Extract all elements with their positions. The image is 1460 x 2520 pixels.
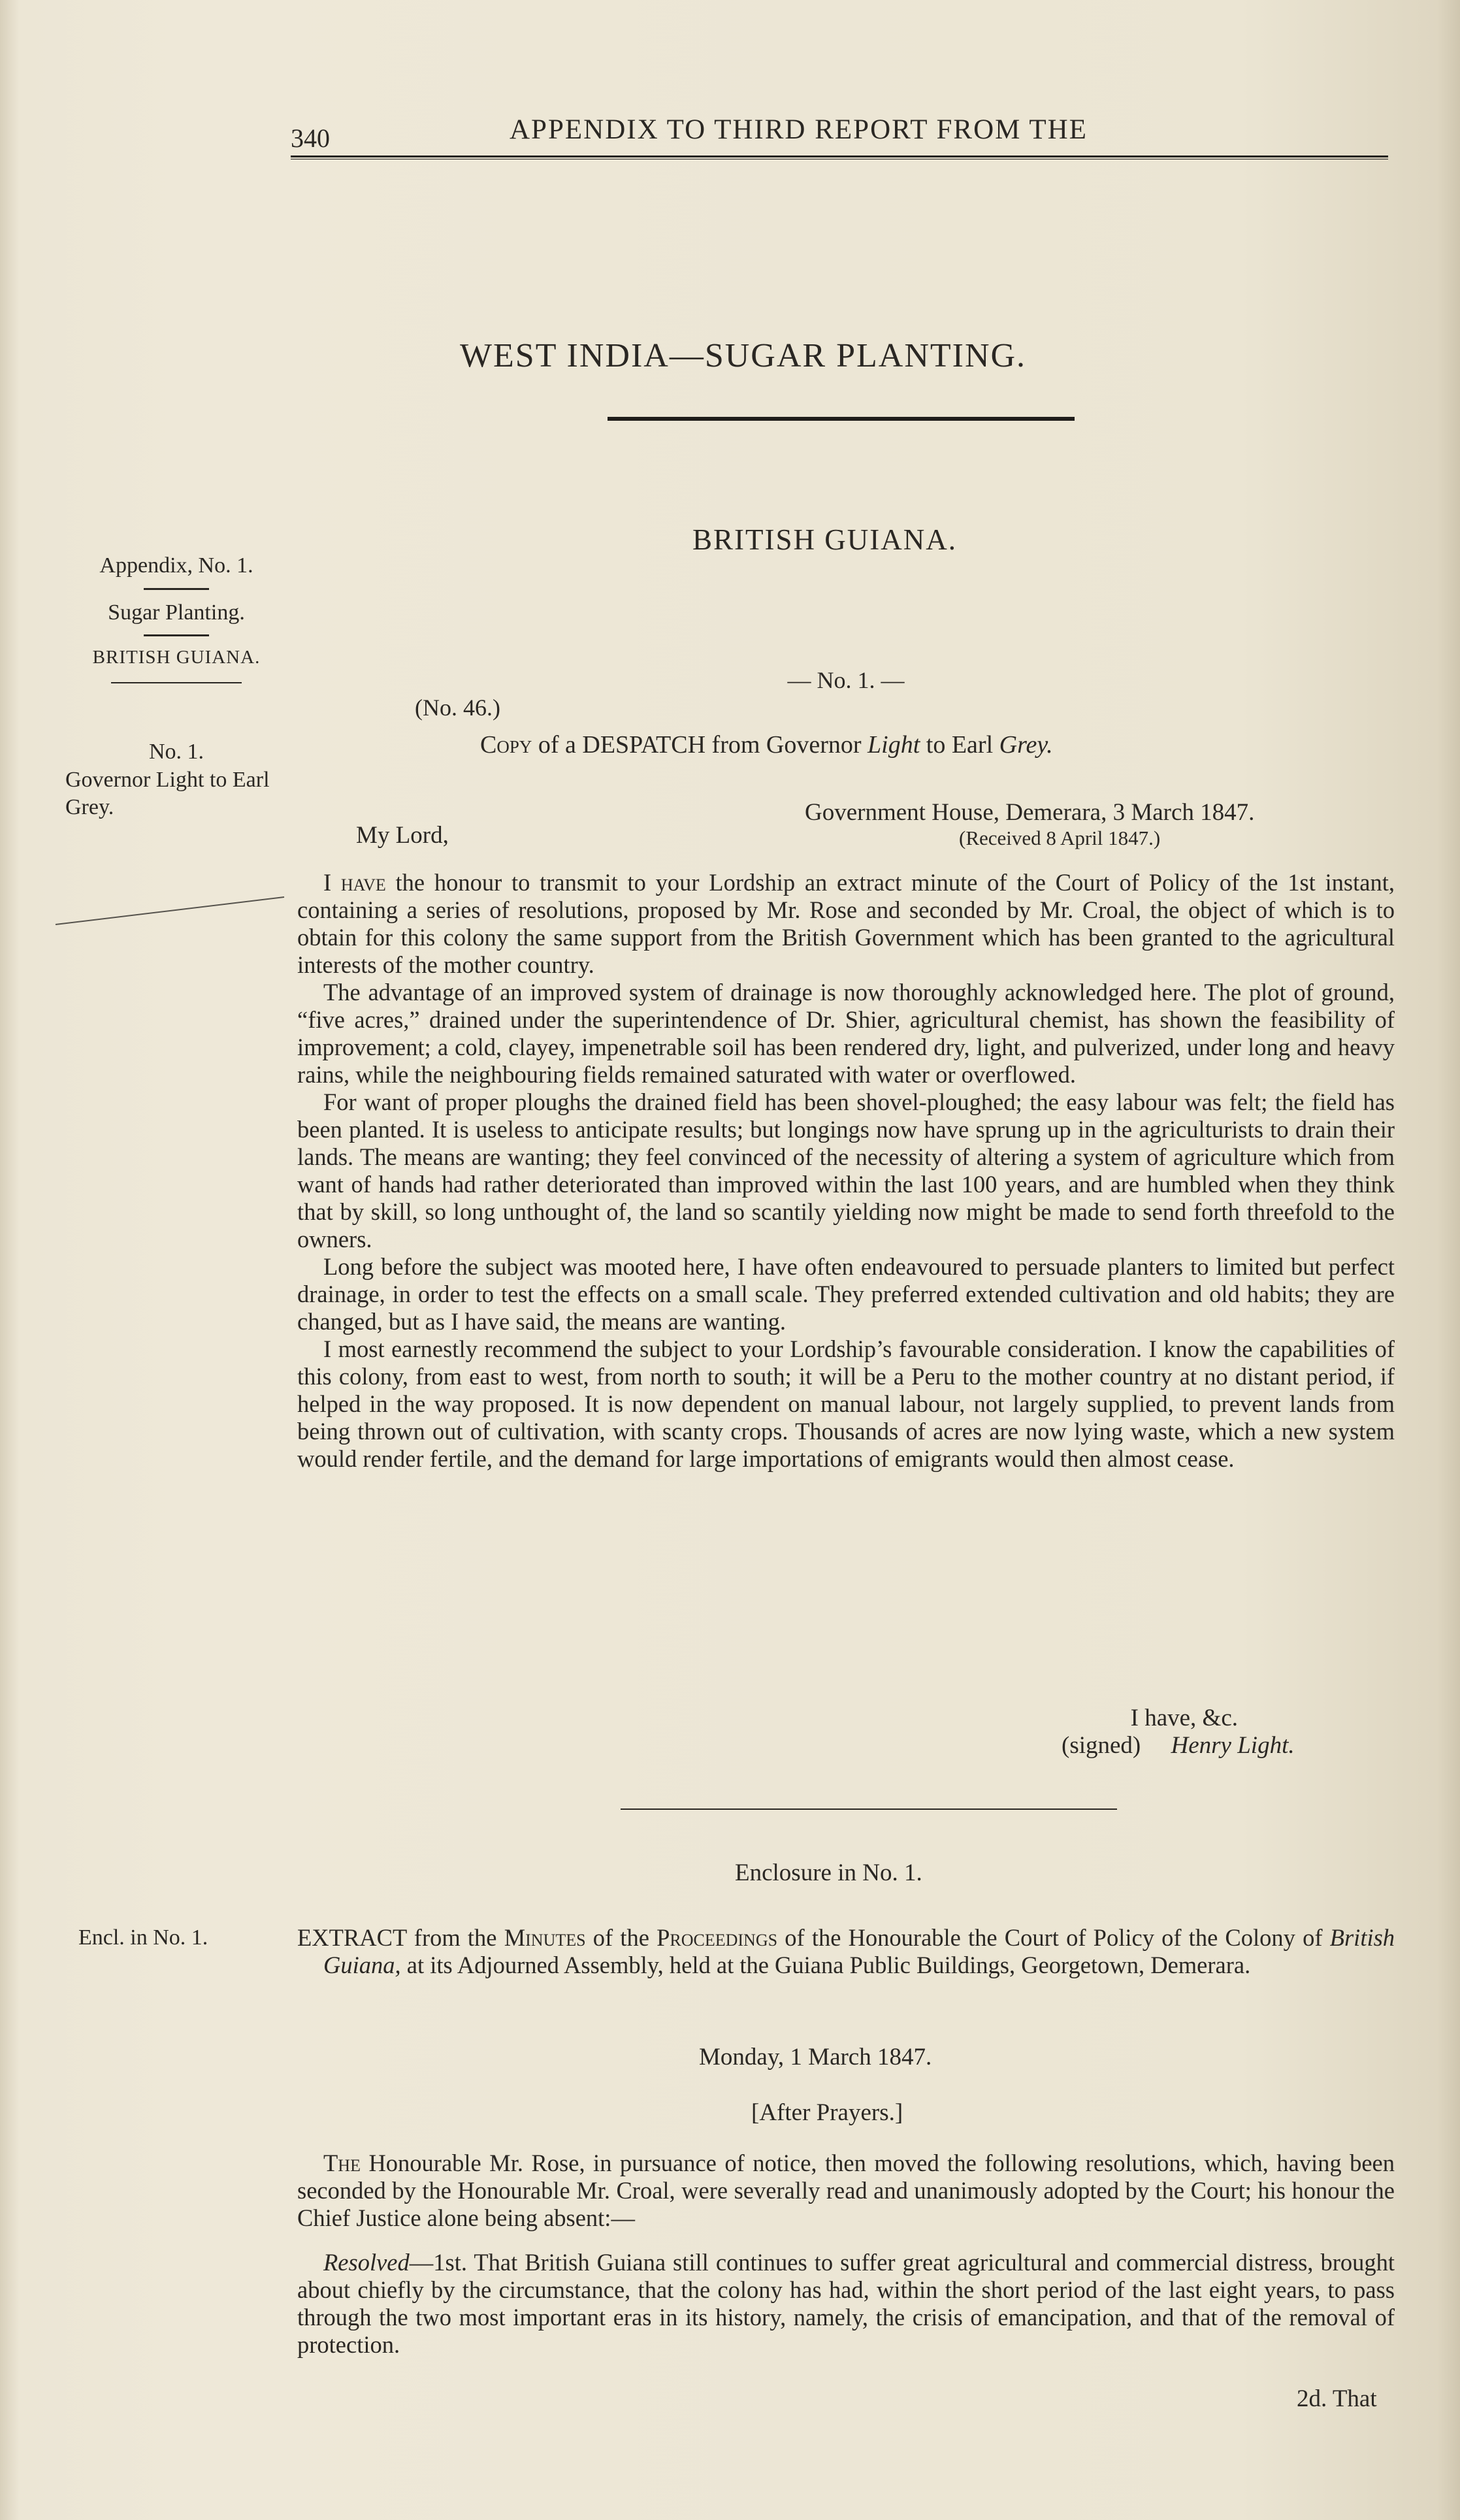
despatch-ref: (No. 46.)	[415, 695, 500, 721]
extract-bg: British Guiana,	[323, 1924, 1395, 1978]
paragraph-text: the honour to transmit to your Lordship an extract minute of the Court of Policy of the 1st instant, containing a series of resolutions, proposed by Mr. Rose and seconded by Mr. Croal, the object of which is to obtain for this colony the same support from the British Government which has been granted to the agricultural interests of the mother country.	[297, 869, 1395, 978]
place-date: Government House, Demerara, 3 March 1847.	[805, 799, 1255, 826]
margin-no1: No. 1.	[148, 740, 204, 764]
paragraph: For want of proper ploughs the drained field has been shovel-ploughed; the easy labour was felt; the field has been planted. It is useless to anticipate results; but longings now have sprung up in the agriculturists to drain their lands. The means are wanting; they feel convinced of the necessity of altering a system of agriculture which from want of hands had rather deteriorated than improved within the last 100 years, and are humbled when they think that by skill, so long unthought of, the land so scantily yielding now might be made to send forth threefold to the owners.	[297, 1088, 1395, 1252]
margin-governor: Governor Light to Earl Grey.	[65, 767, 270, 819]
extract-b: of the Honourable the Court of Policy of the Colony of	[785, 1924, 1323, 1951]
paragraph: I most earnestly recommend the subject to your Lordship’s favourable consideration. I know the capabilities of this colony, from east to west, from north to south; it will be a Peru to the mother country at no distant period, if helped in the way proposed. It is now dependent on manual labour, not largely supplied, to prevent lands from being thrown out of cultivation, with scanty crops. Thousands of acres are now lying waste, which a new system would render fertile, and the demand for large importations of emigrants would then almost cease.	[297, 1335, 1395, 1472]
assembly-date: Monday, 1 March 1847.	[699, 2044, 932, 2070]
received-date: (Received 8 April 1847.)	[959, 826, 1161, 849]
page-number: 340	[291, 123, 330, 153]
paragraph: Long before the subject was mooted here, I have often endeavoured to persuade planters to limited but perfect drainage, in order to test the effects on a small scale. They preferred extended cultivation and old habits; they are changed, but as I have said, the means are wanting.	[297, 1253, 1395, 1335]
margin-guiana: BRITISH GUIANA.	[92, 647, 261, 668]
enclosure-heading: Enclosure in No. 1.	[735, 1859, 922, 1886]
resolved-word: Resolved	[323, 2249, 410, 2276]
resolution-text: —1st. That British Guiana still continues to suffer great agricultural and commercial distress, brought about chiefly by the circumstance, that the colony has had, within the short period of the last eight years, to pass through the two most important eras in its history, namely, the crisis of emancipation, and that of the removal of protection.	[297, 2249, 1395, 2358]
extract-proceedings: Proceedings	[657, 1924, 778, 1951]
lead-words: I have	[323, 869, 386, 896]
copy-word: Copy	[480, 731, 532, 759]
margin-note-appendix	[46, 552, 307, 683]
page-title: WEST INDIA—SUGAR PLANTING.	[459, 337, 1027, 374]
signature-block	[1062, 1731, 1295, 1759]
margin-encl: Encl. in No. 1.	[78, 1925, 208, 1950]
section-subtitle: BRITISH GUIANA.	[692, 523, 957, 556]
paragraph: The advantage of an improved system of drainage is now thoroughly acknowledged here. The plot of ground, “five acres,” drained under the superintendence of Dr. Shier, agricultural chemist, has shown the feasibility of improvement; a cold, clayey, impenetrable soil has been rendered dry, light, and pulverized, under long and heavy rains, while the neighbouring fields remained saturated with water or overflowed.	[297, 979, 1395, 1088]
lead-words: The	[323, 2150, 361, 2176]
title-rule	[608, 417, 1075, 421]
extract-of-the: of the	[592, 1924, 649, 1951]
margin-appendix: Appendix, No. 1.	[99, 553, 253, 578]
despatch-number: — No. 1. —	[787, 667, 905, 693]
margin-rule	[144, 634, 209, 636]
salutation: My Lord,	[356, 822, 449, 849]
running-title: APPENDIX TO THIRD REPORT FROM THE	[510, 114, 1088, 145]
pencil-mark	[52, 892, 287, 931]
heading-light: Light	[868, 731, 920, 759]
heading-mid: of a DESPATCH from Governor	[538, 731, 862, 759]
paragraph-text: Honourable Mr. Rose, in pursuance of notice, then moved the following resolutions, which, having been seconded by the Honourable Mr. Croal, were severally read and unanimously adopted by the Court; his honour the Chief Justice alone being absent:—	[297, 2150, 1395, 2231]
signed-label: (signed)	[1062, 1732, 1141, 1759]
signature: Henry Light.	[1171, 1732, 1295, 1759]
margin-rule	[144, 588, 209, 590]
extract-heading	[297, 1924, 1395, 1979]
extract-minutes: Minutes	[504, 1924, 586, 1951]
extract-c: at its Adjourned Assembly, held at the Guiana Public Buildings, Georgetown, Demerara.	[406, 1952, 1251, 1978]
extract-a: EXTRACT from the	[297, 1924, 497, 1951]
heading-to: to Earl	[926, 731, 994, 759]
margin-sugar: Sugar Planting.	[108, 600, 245, 625]
running-header	[291, 111, 1388, 153]
prayers-note: [After Prayers.]	[751, 2099, 903, 2126]
header-rule	[291, 155, 1388, 159]
section-rule	[621, 1808, 1117, 1810]
margin-rule	[111, 682, 242, 683]
minutes-body	[297, 2150, 1395, 2359]
paragraph	[297, 869, 1395, 979]
margin-note-despatch	[65, 738, 287, 822]
despatch-body	[297, 869, 1395, 1473]
extract-text	[297, 1924, 1395, 1979]
resolution	[297, 2249, 1395, 2359]
closing: I have, &c.	[1130, 1705, 1238, 1731]
paragraph	[297, 2150, 1395, 2232]
catchword: 2d. That	[1297, 2385, 1377, 2412]
heading-grey: Grey.	[999, 731, 1053, 759]
despatch-heading	[480, 730, 1053, 759]
